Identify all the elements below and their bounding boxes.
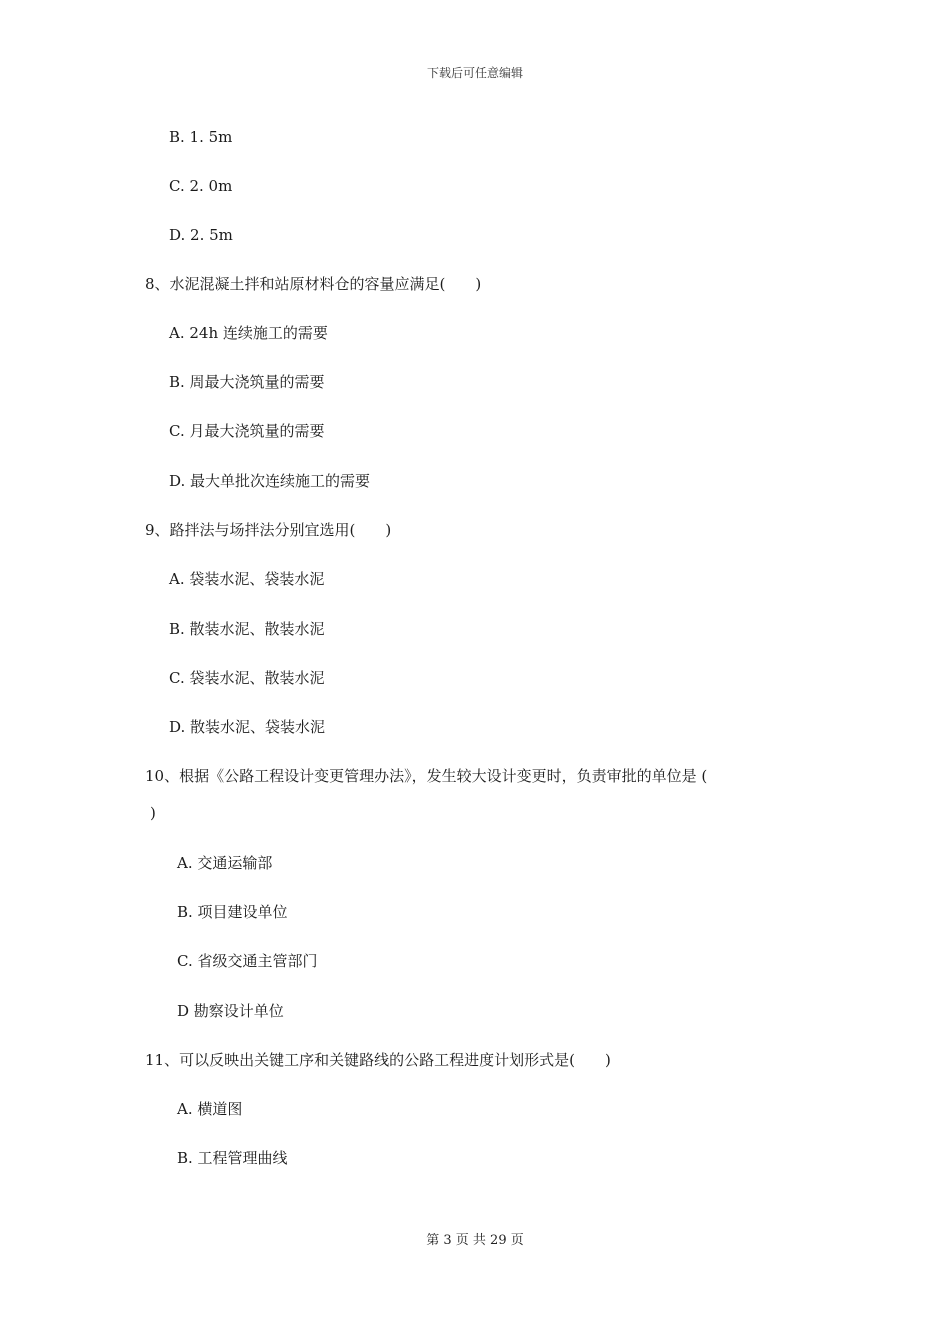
page-footer: 第 3 页 共 29 页 [426,1233,524,1248]
option-10d: D 勘察设计单位 [177,1002,284,1020]
option-10b: B. 项目建设单位 [177,903,288,921]
option-7c: C. 2. 0m [169,177,233,195]
question-10: 10、根据《公路工程设计变更管理办法》，发生较大设计变更时，负责审批的单位是 ( [145,767,708,785]
question-8: 8、水泥混凝土拌和站原材料仓的容量应满足( ) [145,275,482,293]
option-8b: B. 周最大浇筑量的需要 [169,373,325,391]
option-7d: D. 2. 5m [169,226,233,244]
option-8d: D. 最大单批次连续施工的需要 [169,472,371,490]
option-8c: C. 月最大浇筑量的需要 [169,422,325,440]
option-9c: C. 袋装水泥、散装水泥 [169,669,325,687]
option-9b: B. 散装水泥、散装水泥 [169,620,325,638]
option-7b: B. 1. 5m [169,128,233,146]
option-10a: A. 交通运输部 [177,854,273,872]
option-9a: A. 袋装水泥、袋装水泥 [169,570,325,588]
option-8a: A. 24h 连续施工的需要 [169,324,328,342]
question-10-continuation: ) [150,804,156,822]
page-header: 下载后可任意编辑 [426,66,523,80]
option-10c: C. 省级交通主管部门 [177,952,318,970]
option-11b: B. 工程管理曲线 [177,1149,288,1167]
question-9: 9、路拌法与场拌法分别宜选用( ) [145,521,392,539]
option-9d: D. 散装水泥、袋装水泥 [169,718,326,736]
question-11: 11、可以反映出关键工序和关键路线的公路工程进度计划形式是( ) [145,1051,611,1069]
option-11a: A. 横道图 [177,1100,243,1118]
